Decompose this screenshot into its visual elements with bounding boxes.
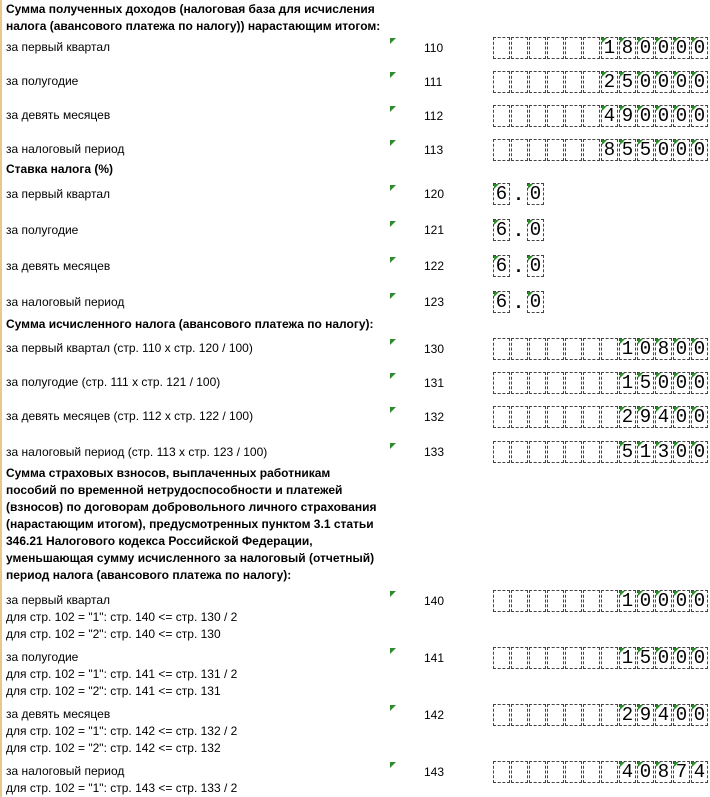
empty-digit-cell[interactable] — [547, 71, 564, 93]
amount-field[interactable] — [493, 590, 709, 612]
row-label: за девять месяцев — [6, 259, 111, 273]
comment-indicator-icon — [390, 591, 396, 597]
digit-cell[interactable]: 0 — [655, 71, 672, 93]
digit-cell[interactable]: 0 — [637, 71, 654, 93]
decimal-separator: . — [515, 291, 521, 312]
digit-cell[interactable]: 0 — [655, 647, 672, 669]
digit-cell[interactable]: 0 — [655, 590, 672, 612]
digit-cell[interactable]: 9 — [637, 704, 654, 726]
row-label: за первый квартал — [6, 187, 111, 201]
amount-field[interactable] — [493, 37, 709, 59]
digit-cell[interactable]: 0 — [637, 105, 654, 127]
empty-digit-cell[interactable] — [511, 139, 528, 161]
comment-indicator-icon — [390, 185, 396, 191]
decimal-separator: . — [515, 255, 521, 276]
row-label: за налоговый период — [6, 764, 125, 778]
empty-digit-cell[interactable] — [529, 406, 546, 428]
digit-cell[interactable]: 1 — [637, 441, 654, 463]
empty-digit-cell[interactable] — [493, 139, 510, 161]
empty-digit-cell[interactable] — [493, 590, 510, 612]
digit-cell[interactable]: 0 — [691, 37, 708, 59]
line-code: 121 — [424, 223, 445, 237]
empty-digit-cell[interactable] — [547, 37, 564, 59]
digit-cell[interactable]: 0 — [691, 647, 708, 669]
digit-cell[interactable]: 0 — [673, 372, 690, 394]
empty-digit-cell[interactable] — [529, 139, 546, 161]
digit-cell[interactable]: 0 — [691, 590, 708, 612]
empty-digit-cell[interactable] — [493, 761, 510, 783]
digit-cell[interactable]: 0 — [673, 139, 690, 161]
digit-cell[interactable]: 0 — [673, 590, 690, 612]
empty-digit-cell[interactable] — [565, 105, 582, 127]
empty-digit-cell[interactable] — [601, 647, 618, 669]
empty-digit-cell[interactable] — [529, 37, 546, 59]
line-code: 131 — [424, 376, 445, 390]
digit-cell[interactable]: 1 — [601, 37, 618, 59]
digit-cell[interactable]: 0 — [673, 71, 690, 93]
empty-digit-cell[interactable] — [565, 372, 582, 394]
digit-cell[interactable]: 0 — [637, 761, 654, 783]
section-title: (взносов) по договорам добровольного личного страхования — [6, 500, 377, 514]
empty-digit-cell[interactable] — [583, 406, 600, 428]
comment-indicator-icon — [390, 257, 396, 263]
amount-field[interactable] — [493, 105, 709, 127]
empty-digit-cell[interactable] — [547, 372, 564, 394]
digit-cell[interactable]: 0 — [691, 372, 708, 394]
empty-digit-cell[interactable] — [583, 704, 600, 726]
comment-indicator-icon — [390, 38, 396, 44]
empty-digit-cell[interactable] — [493, 406, 510, 428]
amount-field[interactable] — [493, 372, 709, 394]
digit-cell[interactable]: 0 — [527, 183, 544, 205]
digit-cell[interactable]: 9 — [637, 406, 654, 428]
digit-cell[interactable]: 0 — [673, 338, 690, 360]
digit-cell[interactable]: 0 — [691, 71, 708, 93]
row-label: для стр. 102 = "1": стр. 142 <= стр. 132 / 2 — [6, 724, 238, 738]
empty-digit-cell[interactable] — [565, 704, 582, 726]
empty-digit-cell[interactable] — [529, 71, 546, 93]
digit-cell[interactable]: 0 — [655, 105, 672, 127]
empty-digit-cell[interactable] — [529, 704, 546, 726]
empty-digit-cell[interactable] — [493, 338, 510, 360]
empty-digit-cell[interactable] — [529, 441, 546, 463]
digit-cell[interactable]: 6 — [493, 255, 510, 277]
section-title: 346.21 Налогового кодекса Российской Федерации, — [6, 534, 313, 548]
empty-digit-cell[interactable] — [547, 441, 564, 463]
digit-cell[interactable]: 1 — [619, 338, 636, 360]
empty-digit-cell[interactable] — [565, 406, 582, 428]
digit-cell[interactable]: 0 — [673, 406, 690, 428]
empty-digit-cell[interactable] — [547, 105, 564, 127]
digit-cell[interactable]: 0 — [673, 647, 690, 669]
row-label: за первый квартал — [6, 593, 111, 607]
digit-cell[interactable]: 6 — [493, 291, 510, 313]
empty-digit-cell[interactable] — [511, 71, 528, 93]
amount-field[interactable] — [493, 441, 709, 463]
empty-digit-cell[interactable] — [493, 37, 510, 59]
empty-digit-cell[interactable] — [565, 338, 582, 360]
empty-digit-cell[interactable] — [529, 372, 546, 394]
empty-digit-cell[interactable] — [565, 37, 582, 59]
line-code: 120 — [424, 187, 445, 201]
tax-rate-field[interactable] — [493, 291, 544, 313]
section-title: Сумма исчисленного налога (авансового платежа по налогу): — [6, 317, 374, 331]
line-code: 111 — [424, 75, 443, 89]
comment-indicator-icon — [390, 407, 396, 413]
comment-indicator-icon — [390, 72, 396, 78]
empty-digit-cell[interactable] — [583, 71, 600, 93]
digit-cell[interactable]: 0 — [691, 406, 708, 428]
row-label: за девять месяцев — [6, 108, 111, 122]
amount-field[interactable] — [493, 71, 709, 93]
digit-cell[interactable]: 4 — [619, 761, 636, 783]
comment-indicator-icon — [390, 339, 396, 345]
digit-cell[interactable]: 0 — [673, 704, 690, 726]
digit-cell[interactable]: 1 — [619, 372, 636, 394]
row-label: за первый квартал — [6, 40, 111, 54]
amount-field[interactable] — [493, 761, 709, 783]
empty-digit-cell[interactable] — [583, 372, 600, 394]
empty-digit-cell[interactable] — [493, 441, 510, 463]
empty-digit-cell[interactable] — [583, 761, 600, 783]
row-label: за налоговый период — [6, 142, 125, 156]
line-code: 130 — [424, 342, 445, 356]
comment-indicator-icon — [390, 762, 396, 768]
row-label: для стр. 102 = "1": стр. 143 <= стр. 133 / 2 — [6, 781, 238, 795]
tax-rate-field[interactable] — [493, 183, 544, 205]
digit-cell[interactable]: 0 — [673, 37, 690, 59]
empty-digit-cell[interactable] — [547, 704, 564, 726]
empty-digit-cell[interactable] — [547, 647, 564, 669]
empty-digit-cell[interactable] — [511, 372, 528, 394]
row-label: для стр. 102 = "1": стр. 140 <= стр. 130 / 2 — [6, 610, 238, 624]
empty-digit-cell[interactable] — [547, 139, 564, 161]
line-code: 122 — [424, 259, 445, 273]
comment-indicator-icon — [390, 293, 396, 299]
empty-digit-cell[interactable] — [547, 590, 564, 612]
comment-indicator-icon — [390, 373, 396, 379]
digit-cell[interactable]: 2 — [619, 406, 636, 428]
empty-digit-cell[interactable] — [583, 139, 600, 161]
digit-cell[interactable]: 8 — [655, 338, 672, 360]
row-label: за налоговый период — [6, 295, 125, 309]
empty-digit-cell[interactable] — [511, 590, 528, 612]
empty-digit-cell[interactable] — [511, 704, 528, 726]
empty-digit-cell[interactable] — [601, 372, 618, 394]
section-title: Сумма полученных доходов (налоговая база для исчисления — [6, 2, 375, 16]
line-code: 142 — [424, 708, 445, 722]
empty-digit-cell[interactable] — [601, 590, 618, 612]
digit-cell[interactable]: 5 — [619, 71, 636, 93]
digit-cell[interactable]: 8 — [601, 139, 618, 161]
empty-digit-cell[interactable] — [565, 441, 582, 463]
empty-digit-cell[interactable] — [601, 761, 618, 783]
empty-digit-cell[interactable] — [583, 338, 600, 360]
empty-digit-cell[interactable] — [565, 590, 582, 612]
section-title: (нарастающим итогом), предусмотренных пунктом 3.1 статьи — [6, 517, 374, 531]
empty-digit-cell[interactable] — [493, 372, 510, 394]
empty-digit-cell[interactable] — [493, 647, 510, 669]
comment-indicator-icon — [390, 106, 396, 112]
empty-digit-cell[interactable] — [529, 105, 546, 127]
digit-cell[interactable]: 0 — [673, 105, 690, 127]
digit-cell[interactable]: 4 — [655, 406, 672, 428]
empty-digit-cell[interactable] — [529, 647, 546, 669]
decimal-separator: . — [515, 183, 521, 204]
empty-digit-cell[interactable] — [583, 441, 600, 463]
row-label: за полугодие — [6, 74, 79, 88]
empty-digit-cell[interactable] — [529, 590, 546, 612]
empty-digit-cell[interactable] — [547, 761, 564, 783]
line-code: 133 — [424, 445, 445, 459]
digit-cell[interactable]: 0 — [691, 105, 708, 127]
empty-digit-cell[interactable] — [511, 338, 528, 360]
comment-indicator-icon — [390, 221, 396, 227]
empty-digit-cell[interactable] — [547, 406, 564, 428]
empty-digit-cell[interactable] — [601, 441, 618, 463]
digit-cell[interactable]: 0 — [691, 139, 708, 161]
digit-cell[interactable]: 2 — [619, 704, 636, 726]
empty-digit-cell[interactable] — [565, 139, 582, 161]
amount-field[interactable] — [493, 647, 709, 669]
amount-field[interactable] — [493, 139, 709, 161]
digit-cell[interactable]: 4 — [601, 105, 618, 127]
sheet-grid-edge — [0, 0, 2, 797]
empty-digit-cell[interactable] — [565, 761, 582, 783]
line-code: 112 — [424, 109, 444, 123]
empty-digit-cell[interactable] — [511, 406, 528, 428]
digit-cell[interactable]: 5 — [637, 139, 654, 161]
digit-cell[interactable]: 0 — [527, 219, 544, 241]
empty-digit-cell[interactable] — [529, 761, 546, 783]
empty-digit-cell[interactable] — [601, 406, 618, 428]
comment-indicator-icon — [390, 443, 396, 449]
line-code: 143 — [424, 765, 445, 779]
digit-cell[interactable]: 5 — [619, 441, 636, 463]
empty-digit-cell[interactable] — [511, 441, 528, 463]
digit-cell[interactable]: 5 — [637, 372, 654, 394]
digit-cell[interactable]: 8 — [619, 37, 636, 59]
amount-field[interactable] — [493, 406, 709, 428]
row-label: за девять месяцев — [6, 707, 111, 721]
digit-cell[interactable]: 2 — [601, 71, 618, 93]
empty-digit-cell[interactable] — [583, 37, 600, 59]
row-label: для стр. 102 = "2": стр. 142 <= стр. 132 — [6, 741, 221, 755]
tax-rate-field[interactable] — [493, 219, 544, 241]
digit-cell[interactable]: 9 — [619, 105, 636, 127]
empty-digit-cell[interactable] — [493, 704, 510, 726]
amount-field[interactable] — [493, 704, 709, 726]
tax-rate-field[interactable] — [493, 255, 544, 277]
empty-digit-cell[interactable] — [529, 338, 546, 360]
digit-cell[interactable]: 4 — [655, 704, 672, 726]
empty-digit-cell[interactable] — [565, 647, 582, 669]
row-label: за полугодие — [6, 650, 79, 664]
comment-indicator-icon — [390, 705, 396, 711]
comment-indicator-icon — [390, 140, 396, 146]
digit-cell[interactable]: 1 — [619, 647, 636, 669]
digit-cell[interactable]: 0 — [637, 37, 654, 59]
digit-cell[interactable]: 0 — [691, 704, 708, 726]
empty-digit-cell[interactable] — [601, 338, 618, 360]
empty-digit-cell[interactable] — [511, 37, 528, 59]
row-label: за полугодие — [6, 223, 79, 237]
empty-digit-cell[interactable] — [583, 105, 600, 127]
digit-cell[interactable]: 0 — [527, 291, 544, 313]
section-title: пособий по временной нетрудоспособности и платежей — [6, 483, 343, 497]
section-title: налога (авансового платежа по налогу)) нарастающим итогом: — [6, 19, 381, 33]
digit-cell[interactable]: 1 — [619, 590, 636, 612]
section-title: период налога (авансового платежа по налогу): — [6, 568, 292, 582]
empty-digit-cell[interactable] — [493, 71, 510, 93]
decimal-separator: . — [515, 219, 521, 240]
row-label: за девять месяцев (стр. 112 x стр. 122 / 100) — [6, 409, 254, 423]
digit-cell[interactable]: 0 — [527, 255, 544, 277]
row-label: за налоговый период (стр. 113 x стр. 123 / 100) — [6, 445, 268, 459]
digit-cell[interactable]: 7 — [673, 761, 690, 783]
digit-cell[interactable]: 0 — [691, 338, 708, 360]
digit-cell[interactable]: 0 — [655, 139, 672, 161]
digit-cell[interactable]: 5 — [637, 647, 654, 669]
line-code: 140 — [424, 594, 445, 608]
section-title: Ставка налога (%) — [6, 162, 113, 176]
empty-digit-cell[interactable] — [511, 761, 528, 783]
row-label: за первый квартал (стр. 110 x стр. 120 / 100) — [6, 341, 253, 355]
empty-digit-cell[interactable] — [511, 647, 528, 669]
digit-cell[interactable]: 8 — [655, 761, 672, 783]
digit-cell[interactable]: 0 — [637, 338, 654, 360]
digit-cell[interactable]: 0 — [655, 37, 672, 59]
digit-cell[interactable]: 6 — [493, 183, 510, 205]
line-code: 132 — [424, 410, 445, 424]
row-label: для стр. 102 = "2": стр. 141 <= стр. 131 — [6, 684, 221, 698]
line-code: 113 — [424, 143, 444, 157]
line-code: 110 — [424, 41, 444, 55]
empty-digit-cell[interactable] — [583, 590, 600, 612]
line-code: 123 — [424, 295, 445, 309]
digit-cell[interactable]: 5 — [619, 139, 636, 161]
section-title: уменьшающая сумму исчисленного за налоговый (отчетный) — [6, 551, 375, 565]
empty-digit-cell[interactable] — [565, 71, 582, 93]
empty-digit-cell[interactable] — [511, 105, 528, 127]
empty-digit-cell[interactable] — [493, 105, 510, 127]
digit-cell[interactable]: 0 — [655, 372, 672, 394]
digit-cell[interactable]: 3 — [655, 441, 672, 463]
digit-cell[interactable]: 0 — [637, 590, 654, 612]
digit-cell[interactable]: 6 — [493, 219, 510, 241]
section-title: Сумма страховых взносов, выплаченных работникам — [6, 466, 331, 480]
digit-cell[interactable]: 0 — [691, 441, 708, 463]
empty-digit-cell[interactable] — [601, 704, 618, 726]
empty-digit-cell[interactable] — [547, 338, 564, 360]
row-label: за полугодие (стр. 111 x стр. 121 / 100) — [6, 375, 221, 389]
row-label: для стр. 102 = "1": стр. 141 <= стр. 131 / 2 — [6, 667, 238, 681]
digit-cell[interactable]: 4 — [691, 761, 708, 783]
line-code: 141 — [424, 651, 445, 665]
row-label: для стр. 102 = "2": стр. 140 <= стр. 130 — [6, 627, 221, 641]
amount-field[interactable] — [493, 338, 709, 360]
comment-indicator-icon — [390, 648, 396, 654]
empty-digit-cell[interactable] — [583, 647, 600, 669]
digit-cell[interactable]: 0 — [673, 441, 690, 463]
